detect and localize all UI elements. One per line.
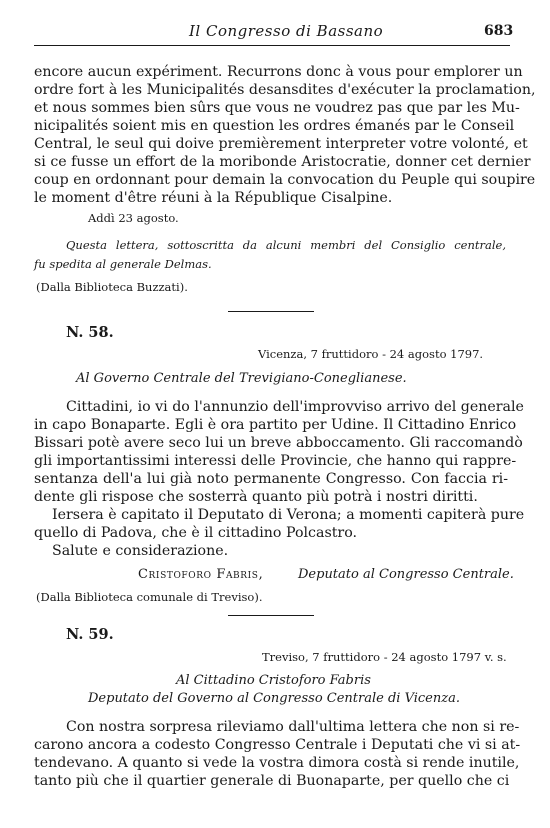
- text-line: quello di Padova, che è il cittadino Polcastro.: [34, 525, 358, 541]
- text-line: ordre fort à les Municipalités desansdites d'exécuter la proclamation,: [34, 82, 536, 98]
- text-line: Con nostra sorpresa rileviamo dall'ultima lettera che non si re-: [66, 719, 520, 735]
- header-rule: [34, 45, 510, 46]
- document-number: N. 59.: [66, 626, 114, 643]
- text-line: in capo Bonaparte. Egli è ora partito per Udine. Il Cittadino Enrico: [34, 417, 517, 433]
- text-line: Salute e considerazione.: [52, 543, 229, 559]
- signature-title: Deputato al Congresso Centrale.: [298, 567, 514, 582]
- document-number: N. 58.: [66, 324, 114, 341]
- section-divider: [228, 311, 314, 312]
- document-heading: Deputato del Governo al Congresso Centrale di Vicenza.: [88, 691, 460, 706]
- running-title: Il Congresso di Bassano: [189, 22, 384, 40]
- text-line: le moment d'être réuni à la République Cisalpine.: [34, 190, 393, 206]
- text-line: Iersera è capitato il Deputato di Verona; a momenti capiterà pure: [52, 507, 525, 523]
- document-dateline: Treviso, 7 fruttidoro - 24 agosto 1797 v. s.: [262, 650, 507, 664]
- document-heading: Al Cittadino Cristoforo Fabris: [176, 673, 371, 688]
- text-line: dente gli rispose che sosterrà quanto più potrà i nostri diritti.: [34, 489, 478, 505]
- signature-name: Cristoforo Fabris,: [138, 567, 264, 582]
- text-line: tendevano. A quanto si vede la vostra dimora costà si rende inutile,: [34, 755, 520, 771]
- text-line: si ce fusse un effort de la moribonde Aristocratie, donner cet dernier: [34, 154, 531, 170]
- text-line: Central, le seul qui doive premièrement interpreter votre volonté, et: [34, 136, 528, 152]
- text-line: tanto più che il quartier generale di Buonaparte, per quello che ci: [34, 773, 510, 789]
- document-heading: Al Governo Centrale del Trevigiano-Coneglianese.: [76, 371, 407, 386]
- text-line: Cittadini, io vi do l'annunzio dell'improvviso arrivo del generale: [66, 399, 524, 415]
- text-line: et nous sommes bien sûrs que vous ne voudrez pas que par les Mu-: [34, 100, 520, 116]
- section-divider: [228, 615, 314, 616]
- page-number: 683: [484, 23, 514, 39]
- document-dateline: Vicenza, 7 fruttidoro - 24 agosto 1797.: [258, 347, 484, 361]
- text-line: coup en ordonnant pour demain la convocation du Peuple qui soupire: [34, 172, 536, 188]
- text-line: encore aucun expériment. Recurrons donc à vous pour emplorer un: [34, 64, 523, 80]
- source-citation: (Dalla Biblioteca comunale di Treviso).: [36, 590, 263, 604]
- letter-date: Addì 23 agosto.: [88, 211, 179, 225]
- text-line: carono ancora a codesto Congresso Centrale i Deputati che vi si at-: [34, 737, 521, 753]
- source-citation: (Dalla Biblioteca Buzzati).: [36, 280, 188, 294]
- editorial-note-line: fu spedita al generale Delmas.: [34, 257, 212, 271]
- text-line: sentanza dell'a lui già noto permanente Congresso. Con faccia ri-: [34, 471, 508, 487]
- editorial-note-line: Questa lettera, sottoscritta da alcuni membri del Consiglio centrale,: [66, 238, 506, 252]
- text-line: gli importantissimi interessi delle Provincie, che hanno qui rappre-: [34, 453, 517, 469]
- text-line: nicipalités soient mis en question les ordres émanés par le Conseil: [34, 118, 515, 134]
- text-line: Bissari potè avere seco lui un breve abboccamento. Gli raccomandò: [34, 435, 523, 451]
